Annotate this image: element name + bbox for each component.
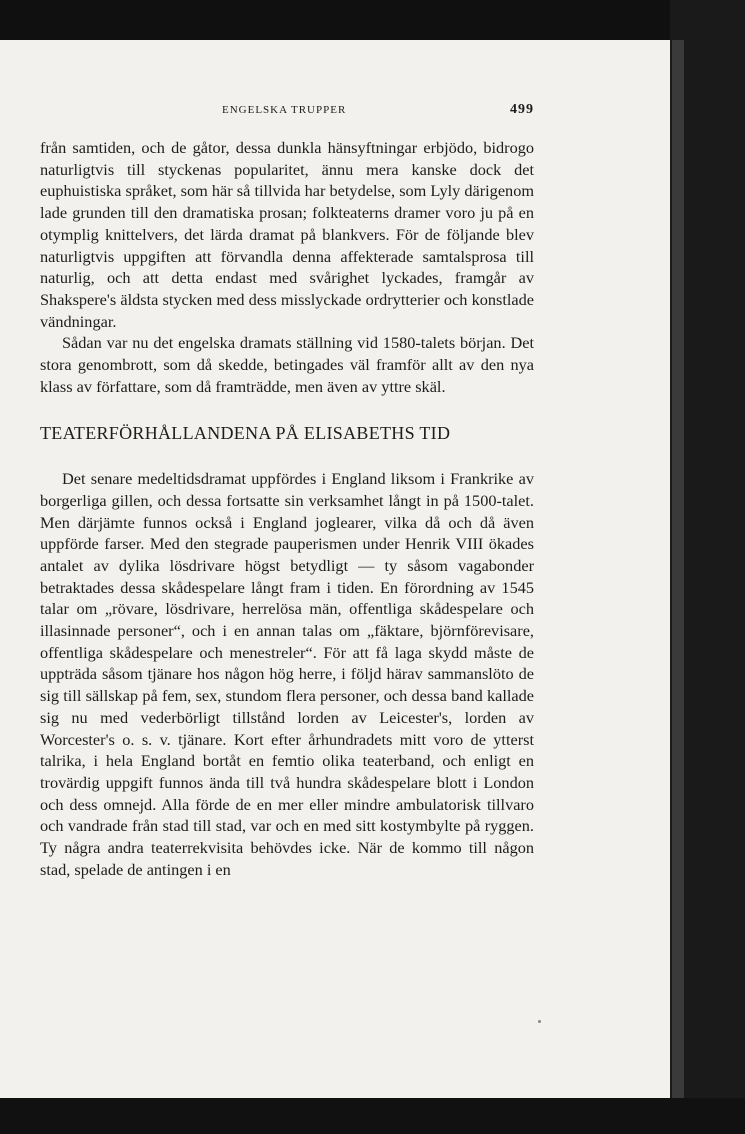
page-header xyxy=(40,104,534,120)
page-body xyxy=(40,137,534,881)
scan-edge-strip xyxy=(672,40,684,1100)
page-number: 499 xyxy=(510,102,534,117)
paper-speck xyxy=(538,1020,541,1023)
scan-top-border xyxy=(0,0,745,40)
paragraph-3: Det senare medeltidsdramat uppfördes i England liksom i Frankrike av borgerliga gillen, och dessa fortsatte sin verksamhet långt in på 1500-talet. Men därjämte funnos också i England joglearer, vilka då och då även uppförde farser. Med den stegrade pauperismen under Henrik VIII ökades antalet av dylika lösdrivare högst betydligt — ty såsom vagabonder betraktades dessa skådespelare långt fram i tiden. En förordning av 1545 talar om „rövare, lösdrivare, herrelösa män, offentliga skådespelare och illasinnade personer“, och i en annan talas om „fäktare, björnförevisare, offentliga skådespelare och menestreler“. För att få laga skydd måste de uppträda såsom tjänare hos någon hög herre, i följd härav sammanslöto de sig till sällskap på fem, sex, stundom flera personer, och dessa band kallade sig nu med vederbörligt tillstånd lorden av Leicester's, lorden av Worcester's o. s. v. tjänare. Kort efter århundradets mitt voro de ytterst talrika, i hela England bortåt en femtio olika teaterband, och enligt en trovärdig uppgift funnos ända till två hundra skådespelare blott i London och dess omnejd. Alla förde de en mer eller mindre ambulatorisk tillvaro och vandrade från stad till stad, var och en med sitt kostymbylte på ryggen. Ty några andra teaterrekvisita behövdes icke. När de kommo till någon stad, spelade de antingen i en xyxy=(40,469,534,879)
book-page xyxy=(0,40,670,1098)
scan-bottom-border xyxy=(0,1098,745,1134)
paragraph-1: från samtiden, och de gåtor, dessa dunkla hänsyftningar erbjödo, bidrogo naturligtvis till styckenas popularitet, ännu mera kanske dock det euphuistiska språket, som här så tillvida har betydelse, som Lyly därigenom lade grunden till den dramatiska prosan; folkteaterns dramer voro ju på en otymplig knittelvers, det lärda dramat på blankvers. För de följande blev naturligtvis uppgiften att förvandla denna affekterade samtalsprosa till naturlig, och att detta endast med svårighet lyckades, framgår av Shakspere's äldsta stycken med dess misslyckade ordrytterier och konstlade vändningar. xyxy=(40,138,534,331)
section-heading: TEATERFÖRHÅLLANDENA PÅ ELISABETHS TID xyxy=(40,423,451,444)
running-head: ENGELSKA TRUPPER xyxy=(222,104,347,116)
paragraph-2: Sådan var nu det engelska dramats ställning vid 1580-talets början. Det stora genombrott, som då skedde, betingades väl framför allt av den nya klass av författare, som då framträdde, men även av yttre skäl. xyxy=(40,333,534,396)
